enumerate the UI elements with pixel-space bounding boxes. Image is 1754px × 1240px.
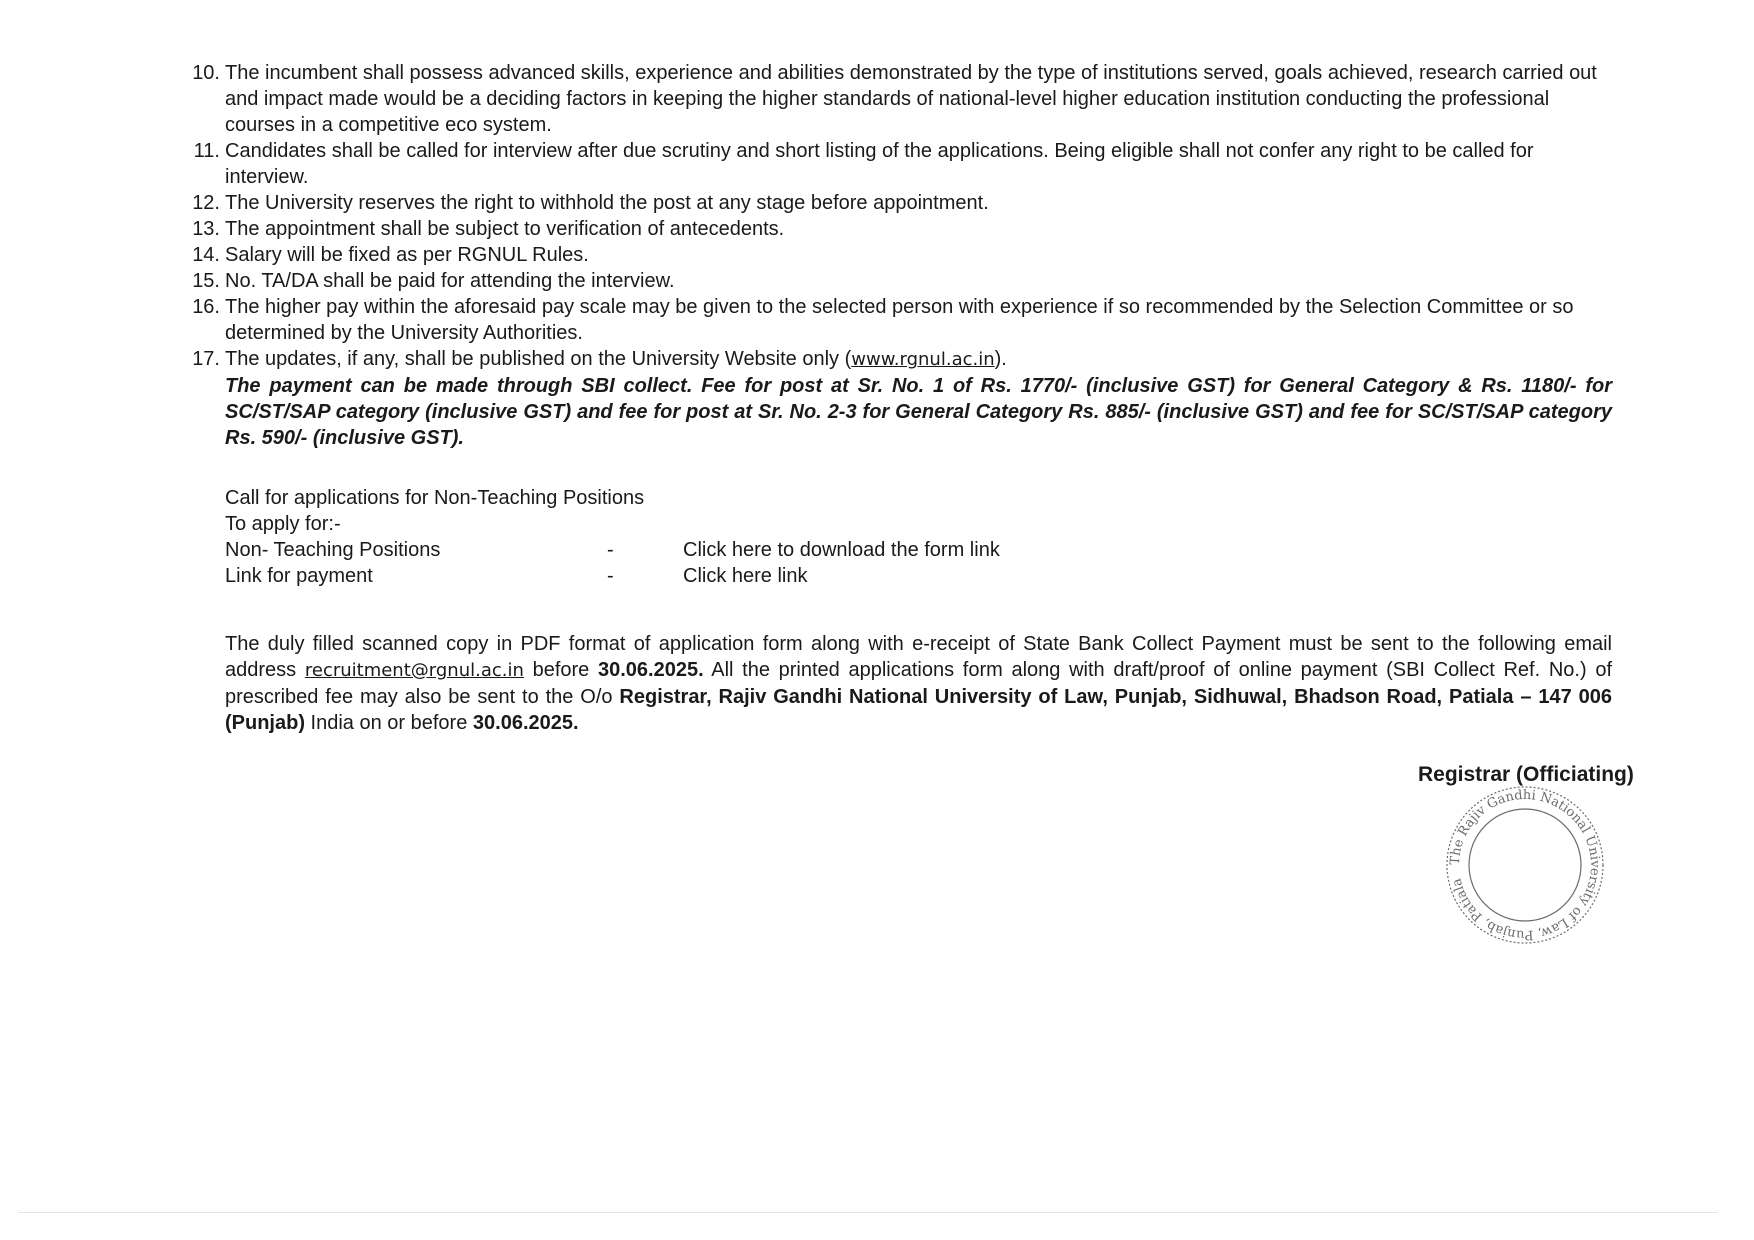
deadline-date: 30.06.2025. [597, 659, 704, 681]
list-item: 12. The University reserves the right to withhold the post at any stage before appointment. [192, 192, 989, 214]
university-seal-icon [1440, 780, 1610, 950]
payment-link[interactable]: Click here link [683, 565, 808, 587]
apply-row [225, 537, 1612, 563]
email-link[interactable]: recruitment@rgnul.ac.in [304, 660, 524, 681]
apply-row-dash: - [607, 565, 614, 587]
list-item: 16. The higher pay within the aforesaid pay scale may be given to the selected person with experience if so recommended by the Selection Committee or so determined by the University Authorities. [192, 296, 1574, 344]
apply-row-dash: - [607, 539, 614, 561]
apply-heading: Call for applications for Non-Teaching Positions [225, 487, 645, 509]
document-body [180, 60, 1612, 736]
term-text: The updates, if any, shall be published on the University Website only ( [225, 348, 852, 370]
term-text: The incumbent shall possess advanced skills, experience and abilities demonstrated by the type of institutions served, goals achieved, research carried out and impact made would be a deciding factors in keeping the higher standards of national-level higher education institution conducting the professional courses in a competitive eco system. [225, 62, 1597, 136]
apply-row-label: Link for payment [225, 565, 373, 587]
list-item: 13. The appointment shall be subject to verification of antecedents. [192, 218, 785, 240]
term-text: The higher pay within the aforesaid pay scale may be given to the selected person with experience if so recommended by the Selection Committee or so determined by the University Authorities. [225, 296, 1574, 344]
apply-subheading: To apply for:- [225, 513, 341, 535]
fee-note: The payment can be made through SBI collect. Fee for post at Sr. No. 1 of Rs. 1770/- (inclusive GST) for General Category & Rs. 1180/- for SC/ST/SAP category (inclusive GST) and fee for post at Sr. No. 2-3 for General Category Rs. 885/- (inclusive GST) and fee for SC/ST/SAP category Rs. 590/- (inclusive GST). [225, 375, 1612, 449]
term-text: The University reserves the right to withhold the post at any stage before appointment. [225, 192, 989, 214]
term-text: Salary will be fixed as per RGNUL Rules. [225, 244, 589, 266]
term-text: The appointment shall be subject to verification of antecedents. [225, 218, 785, 240]
registrar-address: Registrar, Rajiv Gandhi National University of Law, Punjab, Sidhuwal, Bhadson Road, Patiala – 147 006 (Punjab) [225, 686, 1612, 734]
apply-row-label: Non- Teaching Positions [225, 539, 441, 561]
signature-title: Registrar (Officiating) [1418, 763, 1634, 786]
term-text: No. TA/DA shall be paid for attending the interview. [225, 270, 675, 292]
website-link[interactable]: www.rgnul.ac.in [851, 349, 995, 370]
terms-list [180, 60, 1612, 373]
list-item: 17. The updates, if any, shall be published on the University Website only (www.rgnul.ac.in). [192, 348, 1007, 370]
list-item: 11. Candidates shall be called for interview after due scrutiny and short listing of the applications. Being eligible shall not confer any right to be called for interview. [193, 140, 1534, 188]
list-item: 14. Salary will be fixed as per RGNUL Rules. [192, 244, 589, 266]
seal-text: The Rajiv Gandhi National University of Law, Punjab, Patiala [1447, 787, 1603, 943]
download-form-link[interactable]: Click here to download the form link [683, 539, 1000, 561]
apply-section [225, 485, 1612, 589]
list-item: 15. No. TA/DA shall be paid for attending the interview. [192, 270, 675, 292]
submission-paragraph: The duly filled scanned copy in PDF format of application form along with e-receipt of State Bank Collect Payment must be sent to the following email address recruitment@rgnul.ac.in before 30.06.2025. All the printed applications form along with draft/proof of online payment (SBI Collect Ref. No.) of prescribed fee may also be sent to the O/o Registrar, Rajiv Gandhi National University of Law, Punjab, Sidhuwal, Bhadson Road, Patiala – 147 006 (Punjab) India on or before 30.06.2025. [225, 633, 1612, 734]
svg-text:The Rajiv Gandhi National Univ [1448, 788, 1602, 942]
deadline-date: 30.06.2025. [472, 712, 579, 734]
list-item: 10. The incumbent shall possess advanced skills, experience and abilities demonstrated by the type of institutions served, goals achieved, research carried out and impact made would be a deciding factors in keeping the higher standards of national-level higher education institution conducting the professional courses in a competitive eco system. [192, 62, 1597, 136]
term-text: Candidates shall be called for interview after due scrutiny and short listing of the applications. Being eligible shall not confer any right to be called for interview. [225, 140, 1534, 188]
scan-edge-line [18, 1212, 1718, 1213]
apply-row [225, 563, 1612, 589]
